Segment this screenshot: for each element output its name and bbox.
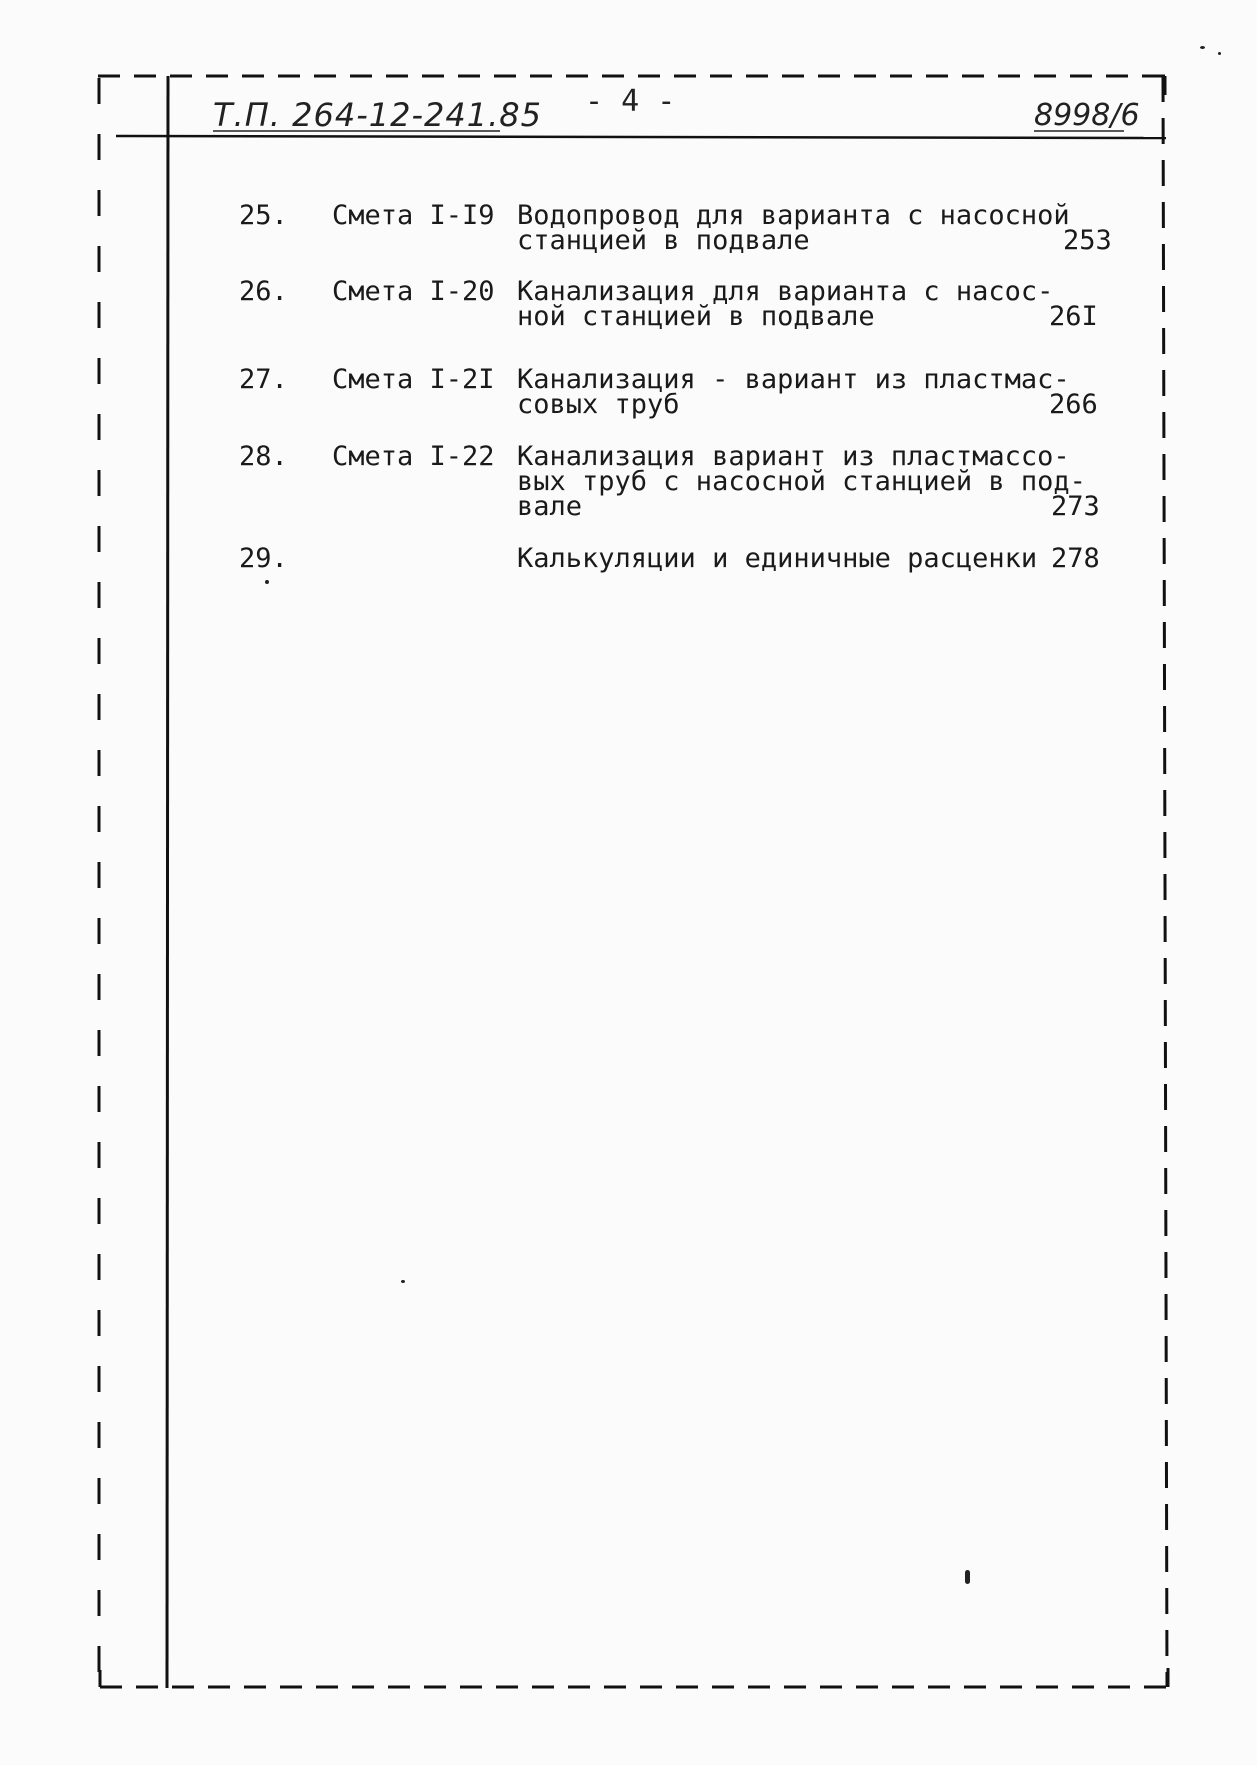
entry-estimate: Смета I-I9 [332,200,495,231]
entry-number: 27. [239,364,288,395]
frame-right-border [1163,76,1167,1687]
document-code: Т.П. 264-12-241.85 [213,96,542,134]
scan-speck [1200,46,1205,49]
scan-speck [401,1280,405,1283]
entry-description: Канализация вариант из пластмассо- вых труб с насосной станцией в под- вале [517,441,1086,522]
scan-speck [965,1570,970,1584]
entry-estimate: Смета I-2I [332,364,495,395]
entry-description: Канализация для варианта с насос- ной станцией в подвале [517,276,1054,332]
scan-speck [1218,52,1221,55]
entry-page: 253 [1063,225,1112,256]
frame-binding-line [167,76,168,1688]
entry-description: Водопровод для варианта с насосной станцией в подвале [517,200,1070,256]
entry-page: 266 [1049,389,1098,420]
entry-estimate: Смета I-22 [332,441,495,472]
entry-page: 273 [1051,491,1100,522]
entry-description: Калькуляции и единичные расценки [517,543,1038,574]
entry-page: 26I [1049,301,1098,332]
entry-page: 278 [1051,543,1100,574]
entry-number: 25. [239,200,288,231]
entry-estimate: Смета I-20 [332,276,495,307]
entry-number: 29. [239,543,288,574]
page-number: - 4 - [585,84,676,119]
entry-description: Канализация - вариант из пластмас- совых труб [517,364,1070,420]
entry-number: 26. [239,276,288,307]
header-rule [116,136,1166,138]
scan-speck [265,580,269,584]
entry-number: 28. [239,441,288,472]
album-number: 8998/6 [1034,98,1140,133]
